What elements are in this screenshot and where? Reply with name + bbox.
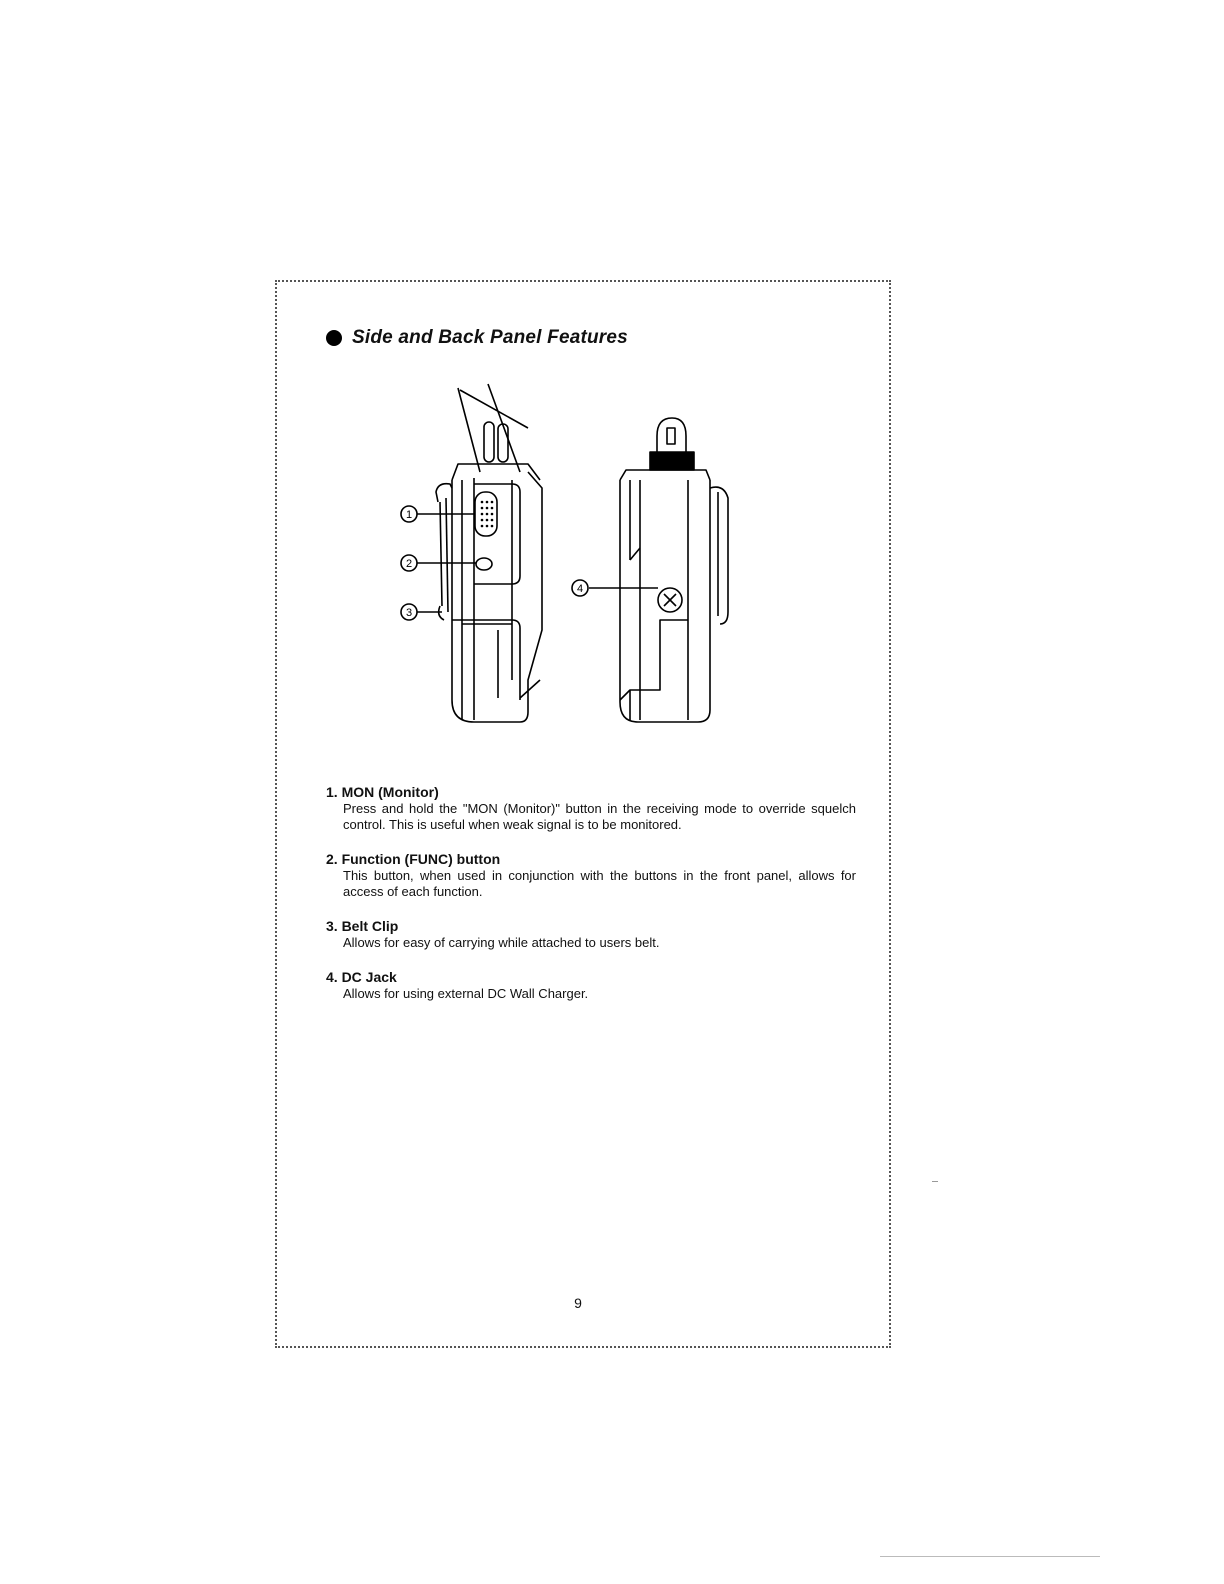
feature-list	[326, 784, 856, 1020]
radio-illustration	[380, 380, 760, 730]
radio-side-view	[401, 384, 542, 722]
page-number: 9	[574, 1295, 582, 1311]
feature-title: 3. Belt Clip	[326, 918, 399, 934]
feature-item	[326, 784, 856, 833]
feature-title: 2. Function (FUNC) button	[326, 851, 501, 867]
feature-item	[326, 969, 856, 1002]
feature-item	[326, 918, 856, 951]
feature-description: Press and hold the "MON (Monitor)" button in the receiving mode to override squelch control. This is useful when weak signal is to be monitored.	[343, 801, 856, 832]
bullet-icon	[326, 330, 342, 346]
feature-item	[326, 851, 856, 900]
section-heading	[326, 327, 628, 349]
scan-artifact	[880, 1556, 1100, 1557]
callout-3: 3	[405, 607, 413, 619]
feature-description: This button, when used in conjunction with the buttons in the front panel, allows for access of each function.	[343, 868, 856, 899]
feature-description: Allows for using external DC Wall Charger.	[343, 986, 589, 1001]
feature-description: Allows for easy of carrying while attached to users belt.	[343, 935, 660, 950]
feature-title: 4. DC Jack	[326, 969, 397, 985]
section-title: Side and Back Panel Features	[352, 327, 628, 348]
feature-title: 1. MON (Monitor)	[326, 784, 439, 800]
callout-4: 4	[576, 583, 584, 595]
scan-artifact	[932, 1181, 938, 1182]
radio-back-view	[572, 418, 728, 722]
callout-1: 1	[405, 509, 413, 521]
callout-2: 2	[405, 558, 413, 570]
